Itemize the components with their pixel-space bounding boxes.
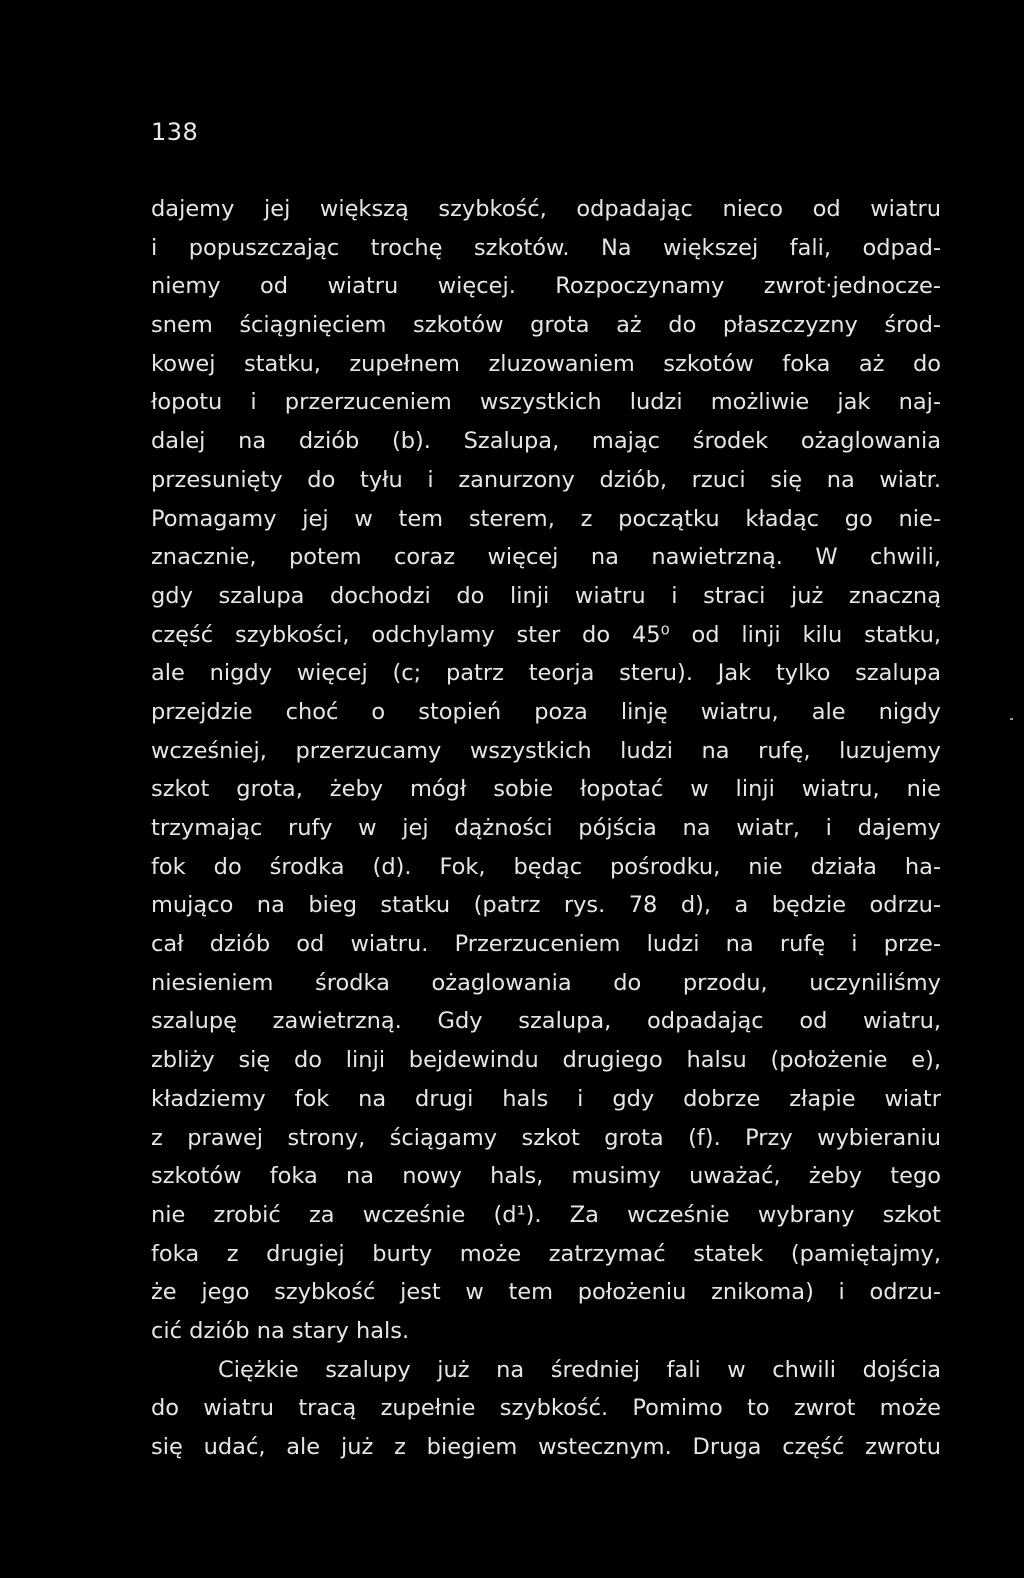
text-line: foka z drugiej burty może zatrzymać statek (pamiętajmy, — [151, 1240, 941, 1267]
text-line: z prawej strony, ściągamy szkot grota (f). Przy wybieraniu — [151, 1124, 941, 1151]
text-line: szalupę zawietrzną. Gdy szalupa, odpadając od wiatru, — [151, 1008, 941, 1035]
body-text — [151, 190, 941, 1467]
text-line: przejdzie choć o stopień poza linję wiatru, ale nigdy — [151, 698, 941, 725]
text-line: niesieniem środka ożaglowania do przodu, uczyniliśmy — [151, 969, 941, 996]
text-line: wcześniej, przerzucamy wszystkich ludzi na rufę, luzujemy — [151, 737, 941, 764]
page-number: 138 — [151, 118, 199, 146]
text-line: i popuszczając trochę szkotów. Na większej fali, odpad- — [151, 234, 941, 261]
text-line: do wiatru tracą zupełnie szybkość. Pomimo to zwrot może — [151, 1395, 941, 1422]
text-line: że jego szybkość jest w tem położeniu znikoma) i odrzu- — [151, 1279, 941, 1306]
text-line: przesunięty do tyłu i zanurzony dziób, rzuci się na wiatr. — [151, 466, 941, 493]
text-line: cić dziób na stary hals. — [151, 1317, 410, 1344]
text-line: szkot grota, żeby mógł sobie łopotać w linji wiatru, nie — [151, 776, 941, 803]
text-line: dalej na dziób (b). Szalupa, mając środek ożaglowania — [151, 428, 941, 455]
text-line: kowej statku, zupełnem zluzowaniem szkotów foka aż do — [151, 350, 941, 377]
text-line: snem ściągnięciem szkotów grota aż do płaszczyzny środ- — [151, 312, 941, 339]
text-line: łopotu i przerzuceniem wszystkich ludzi możliwie jak naj- — [151, 389, 941, 416]
text-line: część szybkości, odchylamy ster do 45⁰ od linji kilu statku, — [151, 621, 941, 648]
paragraph-2 — [151, 1351, 941, 1467]
text-line: nie zrobić za wcześnie (d¹). Za wcześnie wybrany szkot — [151, 1201, 941, 1228]
text-line: fok do środka (d). Fok, będąc pośrodku, nie działa ha- — [151, 853, 941, 880]
text-line: mująco na bieg statku (patrz rys. 78 d), a będzie odrzu- — [151, 892, 941, 919]
text-line: się udać, ale już z biegiem wstecznym. Druga część zwrotu — [151, 1434, 941, 1460]
text-line: Pomagamy jej w tem sterem, z początku kładąc go nie- — [151, 505, 941, 532]
text-line: zbliży się do linji bejdewindu drugiego halsu (położenie e), — [151, 1047, 941, 1074]
text-line: cał dziób od wiatru. Przerzuceniem ludzi na rufę i prze- — [151, 931, 941, 958]
text-line: Ciężkie szalupy już na średniej fali w chwili dojścia — [218, 1356, 941, 1383]
text-line: trzymając rufy w jej dążności pójścia na wiatr, i dajemy — [151, 815, 941, 841]
text-line: kładziemy fok na drugi hals i gdy dobrze złapie wiatr — [151, 1085, 941, 1112]
scan-speck — [1010, 718, 1013, 720]
text-line: gdy szalupa dochodzi do linji wiatru i straci już znaczną — [151, 582, 941, 609]
text-line: niemy od wiatru więcej. Rozpoczynamy zwrot·jednocze- — [151, 273, 941, 300]
text-line: znacznie, potem coraz więcej na nawietrzną. W chwili, — [151, 544, 941, 571]
paragraph-1 — [151, 190, 941, 1351]
text-line: szkotów foka na nowy hals, musimy uważać, żeby tego — [151, 1163, 941, 1190]
text-line: dajemy jej większą szybkość, odpadając nieco od wiatru — [151, 196, 941, 222]
text-line: ale nigdy więcej (c; patrz teorja steru). Jak tylko szalupa — [151, 660, 941, 687]
